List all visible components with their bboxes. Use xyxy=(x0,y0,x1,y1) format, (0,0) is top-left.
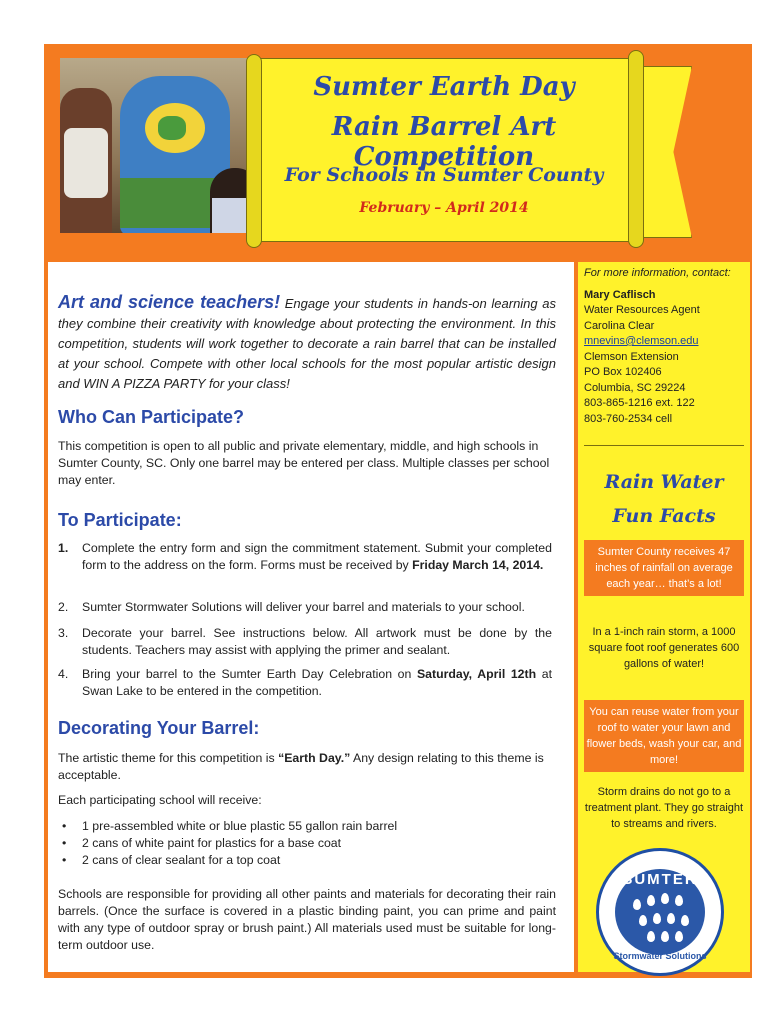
contact-email-link[interactable]: mnevins@clemson.edu xyxy=(584,335,699,347)
receive-text: Each participating school will receive: xyxy=(58,793,262,807)
title-line-1: Sumter Earth Day xyxy=(313,72,575,102)
step-number: 2. xyxy=(58,600,69,614)
subtitle: For Schools in Sumter County xyxy=(284,164,604,186)
fact-item: In a 1-inch rain storm, a 1000 square foot roof generates 600 gallons of water! xyxy=(588,626,740,670)
contact-line: PO Box 102406 xyxy=(584,366,662,378)
step-date: Saturday, April 12th xyxy=(416,667,537,681)
step-text: Sumter Stormwater Solutions will deliver your barrel and materials to your school. xyxy=(82,600,525,614)
contact-phone: 803-865-1216 ext. 122 xyxy=(584,397,695,409)
intro-paragraph xyxy=(58,292,556,394)
event-dates: February – April 2014 xyxy=(359,200,529,216)
fact-item: Sumter County receives 47 inches of rainfall on average each year… that’s a lot! xyxy=(584,540,744,596)
contact-line: Clemson Extension xyxy=(584,350,679,363)
intro-text: Engage your students in hands-on learning as they combine their creativity with knowledge about protecting the environment. In this competition, students will work together to decorate a rain barrel that can be installed at your school. Compete with other local schools for the most popular artistic design and WIN A PIZZA PARTY for your class! xyxy=(58,296,556,391)
contact-line: Carolina Clear xyxy=(584,319,655,332)
theme-name: “Earth Day.” xyxy=(278,751,351,765)
contact-name: Mary Caflisch xyxy=(584,288,656,301)
who-text: This competition is open to all public and private elementary, middle, and high schools in Sumter County, SC. Only one barrel may be entered per class. Multiple classes per school may enter. xyxy=(58,439,550,487)
contact-intro: For more information, contact: xyxy=(584,267,731,279)
decorating-heading: Decorating Your Barrel: xyxy=(58,718,260,738)
intro-lead: Art and science teachers! xyxy=(58,292,281,312)
theme-text xyxy=(58,750,556,784)
logo-top-text: SUMTER xyxy=(622,871,698,888)
contact-phone: 803-760-2534 cell xyxy=(584,412,673,425)
closing-paragraph: Schools are responsible for providing all other paints and materials for decorating their rain barrels. (Once the surface is covered in a plastic binding paint, you can prime and paint with any type of outdoor spray or brush paint.) All materials used must be suitable for long-term outdoor use. xyxy=(58,887,556,952)
facts-title-1: Rain Water xyxy=(604,471,724,493)
step-number: 1. xyxy=(58,541,69,555)
contact-block xyxy=(584,266,744,427)
step-number: 4. xyxy=(58,667,69,681)
sidebar-divider xyxy=(584,445,744,446)
step-text: Bring your barrel to the Sumter Earth Day Celebration on xyxy=(82,667,417,681)
facts-title-2: Fun Facts xyxy=(612,505,716,527)
who-heading: Who Can Participate? xyxy=(58,407,245,427)
step-deadline: Friday March 14, 2014. xyxy=(412,558,544,572)
step-number: 3. xyxy=(58,626,69,640)
contact-line: Columbia, SC 29224 xyxy=(584,381,686,394)
students-painting-photo xyxy=(60,58,260,233)
participate-heading: To Participate: xyxy=(58,510,182,530)
theme-text-b: Any design relating to this theme is acceptable. xyxy=(58,751,544,782)
logo-bottom-text: Stormwater Solutions xyxy=(613,951,707,961)
contact-line: Water Resources Agent xyxy=(584,304,700,316)
fact-item: Storm drains do not go to a treatment plant. They go straight to streams and rivers. xyxy=(584,786,744,830)
step-text: Complete the entry form and sign the commitment statement. Submit your completed form to the address on the form. Forms must be received by xyxy=(82,541,552,572)
fact-item: You can reuse water from your roof to water your lawn and flower beds, wash your car, and more! xyxy=(584,700,744,772)
step-text: Decorate your barrel. See instructions below. All artwork must be done by the students. Teachers may assist with applying the primer and sealant. xyxy=(82,626,552,657)
main-content: Art and science teachers! Engage your students in hands-on learning as they combine their creativity with knowledge about protecting the environment. In this competition, students will work together to decorate a rain barrel that can be installed at your school. Compete with other local schools for the most popular artistic design and WIN A PIZZA PARTY for your class! Who Can Participate? This competition is open to all public and private elementary, middle, and high schools in Sumter County, SC. Only one barrel may be entered per class. Multiple classes per school may enter. To Participate: 1. Complete the entry form and sign the commitment statement. Submit your completed form to the address on the form. Forms must be received by Friday March 14, 2014. 2. Sumter Stormwater Solutions will deliver your barrel and materials to your school. 3. Decorate your barrel. See instructions below. All artwork must be done by the students. Teachers may assist with applying the primer and sealant. 4. Bring your barrel to the Sumter Earth Day Celebration on Saturday, April 12th at Swan Lake to be entered in the competition. Decorating Your Barrel: The artistic theme for this competition is “Earth Day.” Any design relating to this theme is acceptable. Each participating school will receive: • 1 pre-assembled white or blue plastic 55 gallon rain barrel • 2 cans of white paint for plastics for a base coat • 2 cans of clear sealant for a top coat Schools are responsible for providing all other paints and materials for decorating their rain barrels. (Once the surface is covered in a plastic binding paint, you can prime and paint with any type of outdoor spray or brush paint.) All materials used must be suitable for long-term outdoor use. xyxy=(48,262,574,972)
theme-text-a: The artistic theme for this competition is xyxy=(58,751,279,765)
step-text-end: at Swan Lake to be entered in the competition. xyxy=(82,667,553,698)
sumter-stormwater-logo xyxy=(596,848,724,976)
title-line-2: Rain Barrel Art Competition xyxy=(331,112,557,172)
